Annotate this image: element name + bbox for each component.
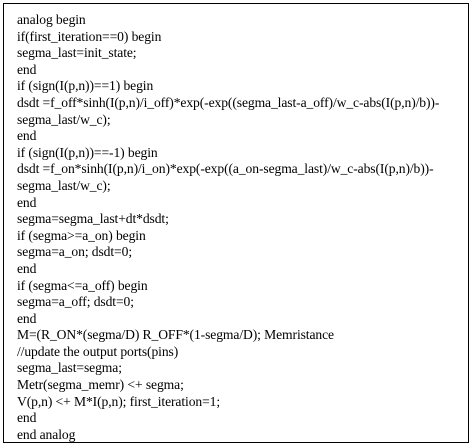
code-listing-box — [3, 3, 469, 443]
code-line: segma_last=segma; — [17, 360, 122, 376]
code-listing — [17, 12, 462, 443]
code-line: analog begin — [17, 12, 86, 27]
code-line: if(first_iteration==0) begin — [17, 28, 162, 44]
code-line: //update the output ports(pins) — [17, 343, 179, 359]
code-line: if (segma>=a_on) begin — [17, 227, 146, 243]
code-line: end — [17, 61, 37, 77]
code-line: end — [17, 310, 37, 326]
code-line: if (segma<=a_off) begin — [17, 277, 148, 293]
code-line: end — [17, 128, 37, 144]
code-line: end analog — [17, 426, 76, 442]
code-line: dsdt =f_on*sinh(I(p,n)/i_on)*exp(-exp((a_on-segma_last)/w_c-abs(I(p,n)/b))- — [17, 161, 434, 177]
code-line: segma_last/w_c); — [17, 111, 111, 127]
code-line: dsdt =f_off*sinh(I(p,n)/i_off)*exp(-exp((segma_last-a_off)/w_c-abs(I(p,n)/b))- — [17, 94, 440, 110]
code-line: if (sign(I(p,n))==-1) begin — [17, 144, 158, 160]
code-line: segma_last/w_c); — [17, 177, 111, 193]
code-line: end — [17, 194, 37, 210]
code-line: segma=segma_last+dt*dsdt; — [17, 211, 169, 227]
code-line: end — [17, 410, 37, 426]
code-line: segma_last=init_state; — [17, 45, 137, 61]
code-line: if (sign(I(p,n))==1) begin — [17, 78, 154, 94]
code-line: M=(R_ON*(segma/D) R_OFF*(1-segma/D); Memristance — [17, 327, 334, 343]
code-line: segma=a_off; dsdt=0; — [17, 294, 134, 310]
code-line: segma=a_on; dsdt=0; — [17, 244, 132, 260]
code-line: Metr(segma_memr) <+ segma; — [17, 377, 184, 393]
code-line: end — [17, 260, 37, 276]
code-line: V(p,n) <+ M*I(p,n); first_iteration=1; — [17, 393, 221, 409]
